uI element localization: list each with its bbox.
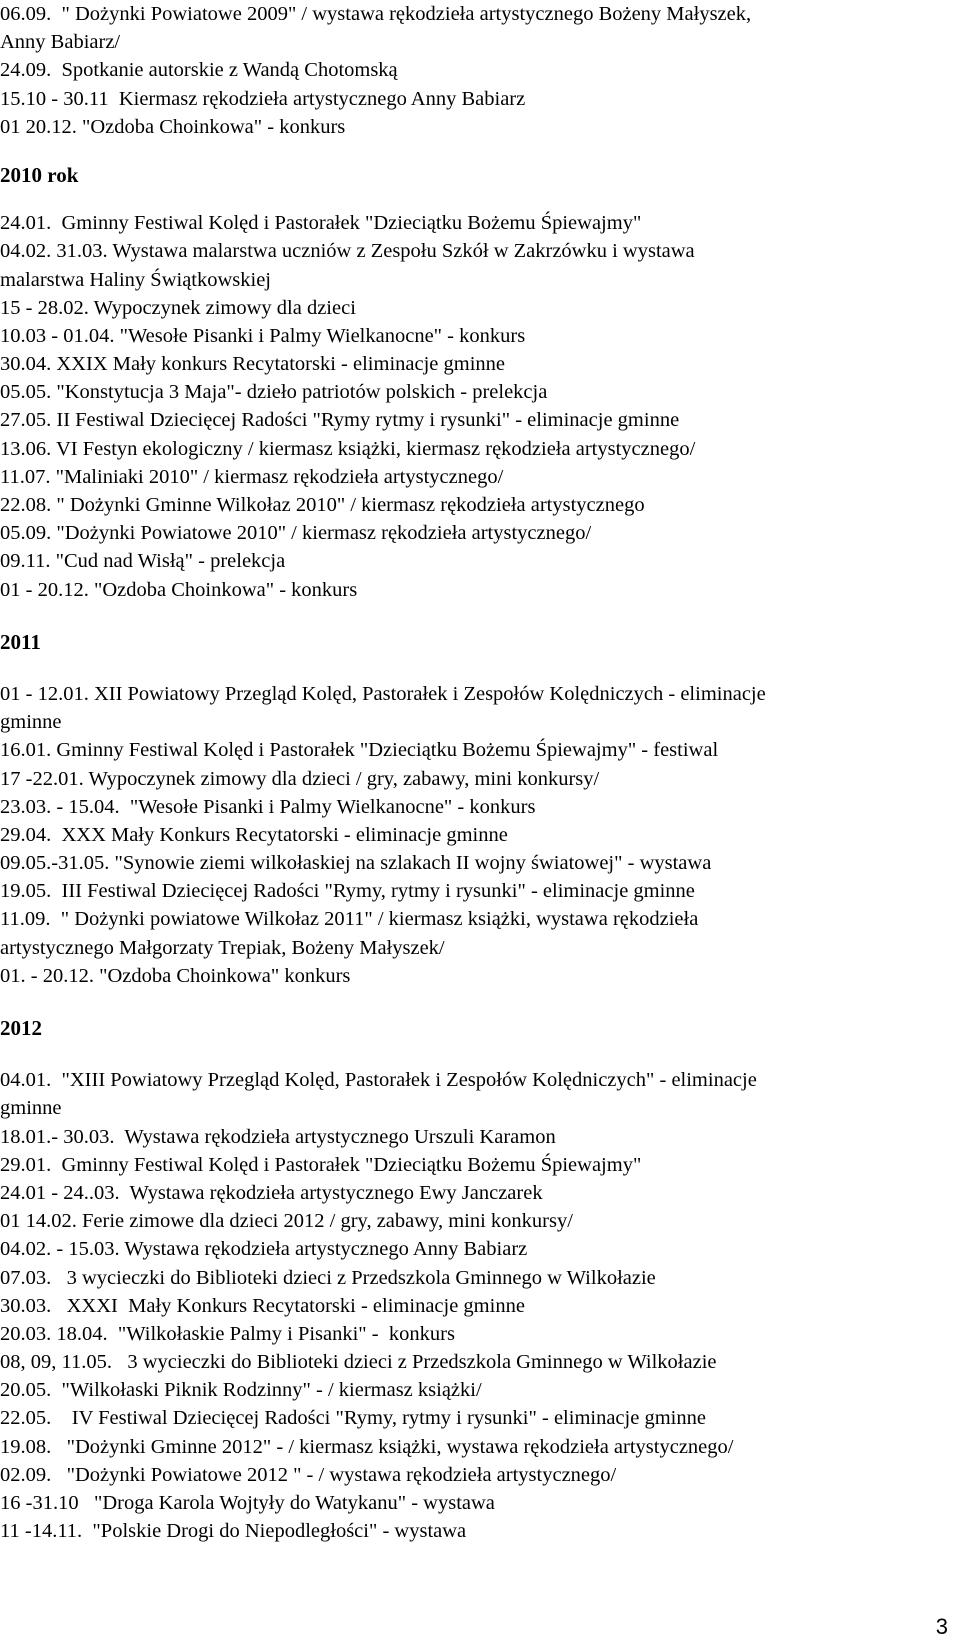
event-line: 05.05. "Konstytucja 3 Maja"- dzieło patriotów polskich - prelekcja (0, 381, 548, 404)
event-line: 29.04. XXX Mały Konkurs Recytatorski - eliminacje gminne (0, 823, 508, 846)
event-line: 10.03 - 01.04. "Wesołe Pisanki i Palmy Wielkanocne" - konkurs (0, 324, 526, 347)
event-line: 04.02. - 15.03. Wystawa rękodzieła artystycznego Anny Babiarz (0, 1238, 528, 1261)
event-line: 16 -31.10 "Droga Karola Wojtyły do Watykanu" - wystawa (0, 1492, 495, 1514)
event-line: Anny Babiarz/ (0, 31, 121, 54)
event-line: 23.03. - 15.04. "Wesołe Pisanki i Palmy Wielkanocne" - konkurs (0, 795, 536, 818)
event-line: 09.11. "Cud nad Wisłą" - prelekcja (0, 550, 286, 573)
section-heading: 2010 rok (0, 162, 79, 187)
spacer (0, 1042, 940, 1066)
event-line: 15.10 - 30.11 Kiermasz rękodzieła artystycznego Anny Babiarz (0, 87, 526, 110)
event-line: 29.01. Gminny Festiwal Kolęd i Pastorałek "Dzieciątku Bożemu Śpiewajmy" (0, 1153, 642, 1176)
spacer (0, 141, 940, 161)
page-number: 3 (935, 1614, 948, 1639)
event-line: 19.08. "Dożynki Gminne 2012" - / kiermasz książki, wystawa rękodzieła artystycznego/ (0, 1435, 734, 1458)
event-line: gminne (0, 711, 62, 734)
section-heading: 2012 (0, 1016, 42, 1040)
event-line: 22.05. IV Festiwal Dziecięcej Radości "Rymy, rytmy i rysunki" - eliminacje gminne (0, 1407, 706, 1430)
event-line: 19.05. III Festiwal Dziecięcej Radości "Rymy, rytmy i rysunki" - eliminacje gminne (0, 880, 695, 903)
event-line: 07.03. 3 wycieczki do Biblioteki dzieci z Przedszkola Gminnego w Wilkołazie (0, 1266, 656, 1289)
event-line: 04.02. 31.03. Wystawa malarstwa uczniów z Zespołu Szkół w Zakrzówku i wystawa (0, 240, 695, 263)
event-line: 24.01. Gminny Festiwal Kolęd i Pastorałek "Dzieciątku Bożemu Śpiewajmy" (0, 212, 642, 235)
event-line: 11.09. " Dożynki powiatowe Wilkołaz 2011" / kiermasz książki, wystawa rękodzieła (0, 908, 699, 931)
section-2011 (0, 628, 940, 990)
event-line: 20.03. 18.04. "Wilkołaskie Palmy i Pisanki" - konkurs (0, 1322, 455, 1345)
event-line: 20.05. "Wilkołaski Piknik Rodzinny" - / kiermasz książki/ (0, 1379, 482, 1402)
event-line: 04.01. "XIII Powiatowy Przegląd Kolęd, Pastorałek i Zespołów Kolędniczych" - eliminacje (0, 1069, 757, 1092)
event-line: 27.05. II Festiwal Dziecięcej Radości "Rymy rytmy i rysunki" - eliminacje gminne (0, 409, 680, 432)
event-line: malarstwa Haliny Świątkowskiej (0, 268, 272, 291)
event-line: 16.01. Gminny Festiwal Kolęd i Pastorałek "Dzieciątku Bożemu Śpiewajmy" - festiwal (0, 739, 719, 762)
event-line: 11 -14.11. "Polskie Drogi do Niepodległości" - wystawa (0, 1520, 467, 1543)
event-line: 01 20.12. "Ozdoba Choinkowa" - konkurs (0, 115, 346, 138)
event-line: gminne (0, 1097, 62, 1120)
event-line: 01 - 12.01. XII Powiatowy Przegląd Kolęd, Pastorałek i Zespołów Kolędniczych - eliminacje (0, 682, 766, 705)
event-line: 11.07. "Maliniaki 2010" / kiermasz rękodzieła artystycznego/ (0, 465, 504, 488)
spacer (0, 189, 940, 209)
event-line: 30.03. XXXI Mały Konkurs Recytatorski - eliminacje gminne (0, 1294, 525, 1317)
event-line: 24.01 - 24..03. Wystawa rękodzieła artystycznego Ewy Janczarek (0, 1181, 543, 1204)
event-line: 18.01.- 30.03. Wystawa rękodzieła artystycznego Urszuli Karamon (0, 1125, 556, 1148)
section-heading: 2011 (0, 629, 41, 654)
event-line: 24.09. Spotkanie autorskie z Wandą Chotomską (0, 59, 398, 82)
section-2012 (0, 1014, 940, 1545)
event-line: 01 - 20.12. "Ozdoba Choinkowa" - konkurs (0, 578, 358, 601)
event-line: artystycznego Małgorzaty Trepiak, Bożeny Małyszek/ (0, 936, 445, 959)
event-line: 09.05.-31.05. "Synowie ziemi wilkołaskiej na szlakach II wojny światowej" - wystawa (0, 852, 712, 875)
spacer (0, 990, 940, 1014)
section-2009-continued (0, 0, 940, 141)
event-line: 01. - 20.12. "Ozdoba Choinkowa" konkurs (0, 964, 351, 987)
event-line: 06.09. " Dożynki Powiatowe 2009" / wystawa rękodzieła artystycznego Bożeny Małyszek, (0, 3, 752, 25)
event-line: 01 14.02. Ferie zimowe dla dzieci 2012 / gry, zabawy, mini konkursy/ (0, 1210, 573, 1233)
event-line: 22.08. " Dożynki Gminne Wilkołaz 2010" / kiermasz rękodzieła artystycznego (0, 494, 645, 516)
event-line: 30.04. XXIX Mały konkurs Recytatorski - eliminacje gminne (0, 353, 505, 376)
event-line: 17 -22.01. Wypoczynek zimowy dla dzieci / gry, zabawy, mini konkursy/ (0, 767, 600, 790)
event-line: 13.06. VI Festyn ekologiczny / kiermasz książki, kiermasz rękodzieła artystycznego/ (0, 437, 696, 460)
section-2010 (0, 161, 940, 604)
event-line: 02.09. "Dożynki Powiatowe 2012 " - / wystawa rękodzieła artystycznego/ (0, 1463, 617, 1486)
event-line: 08, 09, 11.05. 3 wycieczki do Biblioteki dzieci z Przedszkola Gminnego w Wilkołazie (0, 1351, 717, 1374)
event-line: 05.09. "Dożynki Powiatowe 2010" / kiermasz rękodzieła artystycznego/ (0, 522, 592, 545)
spacer (0, 656, 940, 680)
spacer (0, 604, 940, 628)
event-line: 15 - 28.02. Wypoczynek zimowy dla dzieci (0, 296, 356, 319)
